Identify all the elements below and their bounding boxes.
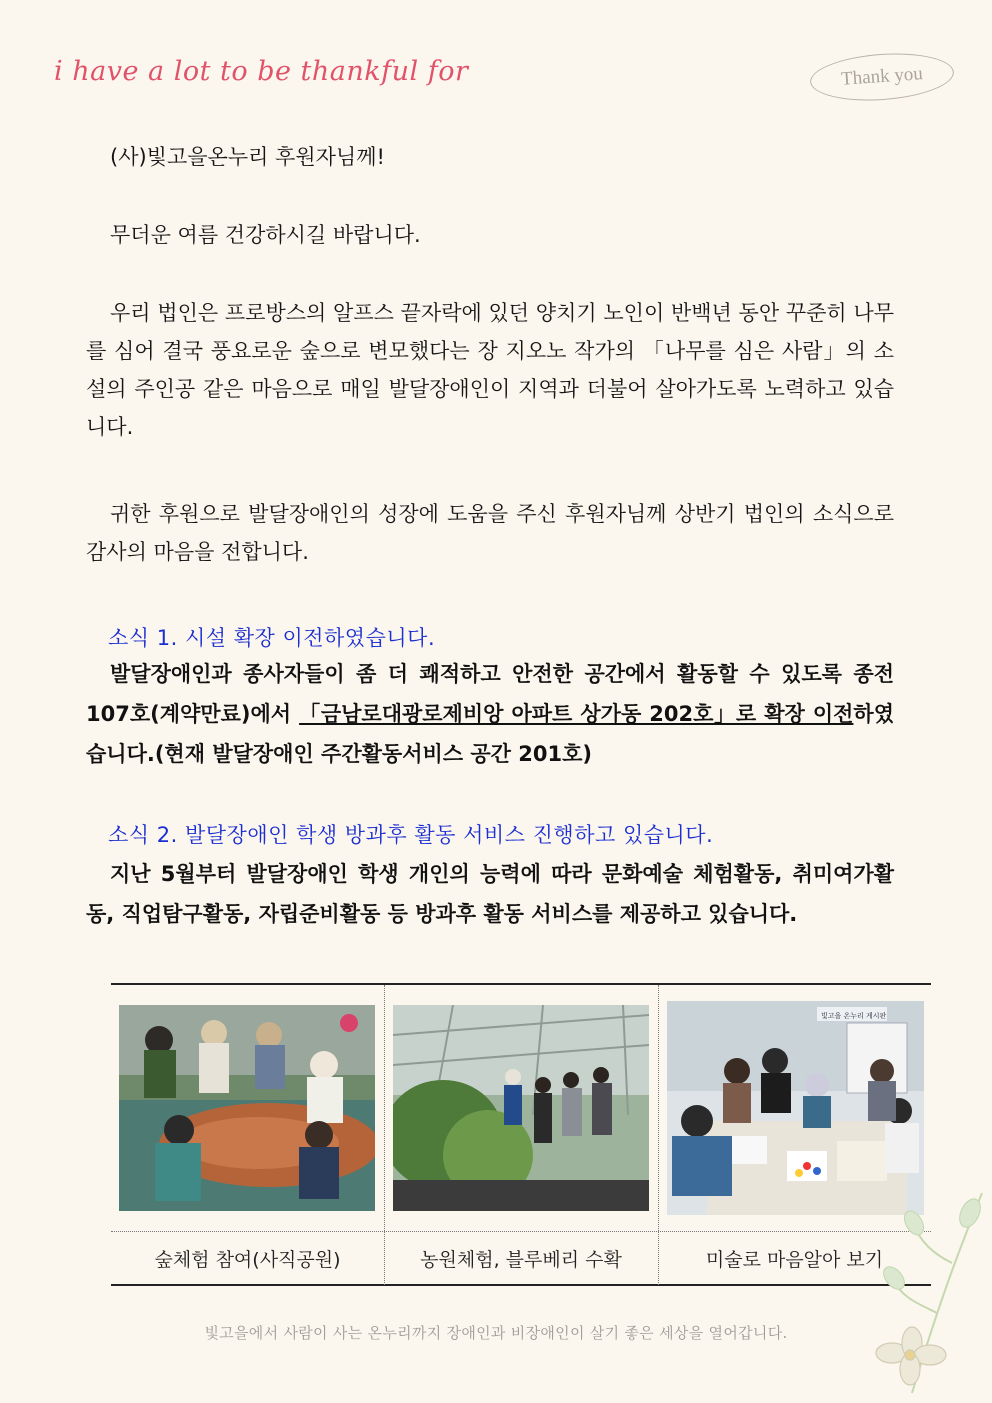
photo-caption-1: 숲체험 참여(사직공원) [111,1232,385,1285]
wish-text: 무더운 여름 건강하시길 바랍니다. [110,223,421,247]
footer-slogan: 빛고을에서 사람이 사는 온누리까지 장애인과 비장애인이 살기 좋은 세상을 열어갑니다. [204,1324,788,1342]
paragraph-2-text: 귀한 후원으로 발달장애인의 성장에 도움을 주신 후원자님께 상반기 법인의 소식으로 감사의 마음을 전합니다. [86,502,894,564]
thank-you-badge [809,49,956,105]
news-1-title: 소식 1. 시설 확장 이전하였습니다. [108,626,436,650]
news-2-body: 지난 5월부터 발달장애인 학생 개인의 능력에 따라 문화예술 체험활동, 취미여가활동, 직업탐구활동, 자립준비활동 등 방과후 활동 서비스를 제공하고 있습니다. [86,862,894,926]
news-1-body-start: 발달장애인과 종사자들이 좀 더 쾌적하고 안전한 공간에서 활동할 수 있도록 종전 107호(계약만료)에서 [86,662,894,726]
flower-decoration-icon [852,1183,992,1403]
news-1-body-end: 하였습니다.(현재 발달장애인 주간활동서비스 공간 201호) [86,702,894,766]
letter-paragraph-2 [86,495,894,571]
bulletin-board-sign: 빛고을 온누리 게시판 [821,1012,887,1020]
letter-paragraph-1 [86,294,894,446]
news-2-title: 소식 2. 발달장애인 학생 방과후 활동 서비스 진행하고 있습니다. [108,823,714,847]
photo-cell-1 [111,985,385,1231]
caption-row [111,1231,931,1285]
photo-caption-3: 미술로 마음알아 보기 [705,1249,884,1271]
forest-experience-photo [119,1005,375,1211]
letter-greeting [86,138,894,176]
photo-cell-2 [384,985,659,1231]
header-script-title: i have a lot to be thankful for [54,56,469,87]
paragraph-1-text: 우리 법인은 프로방스의 알프스 끝자락에 있던 양치기 노인이 반백년 동안 꾸준히 나무를 심어 결국 풍요로운 숲으로 변모했다는 장 지오노 작가의 「나무를 심은 사람」의 소설의 주인공 같은 마음으로 매일 발달장애인이 지역과 더불어 살아가도록 노력하고 있습니다. [86,301,894,439]
news-1-new-address: 「금남로대광로제비앙 아파트 상가동 202호」로 확장 이전 [299,702,854,726]
photo-caption-2: 농원체험, 블루베리 수확 [384,1232,659,1285]
farm-experience-photo [393,1005,649,1211]
greeting-text: (사)빛고을온누리 후원자님께! [110,145,385,169]
news-1-body [86,654,894,774]
thank-you-badge-label: Thank you [840,63,924,90]
letter-wish [86,216,894,254]
photo-table [111,983,931,1286]
